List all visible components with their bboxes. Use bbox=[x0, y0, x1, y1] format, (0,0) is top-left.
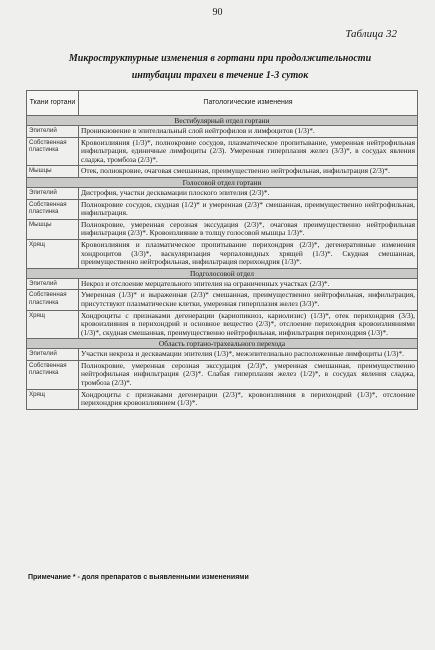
changes-cell: Проникновение в эпителиальный слой нейтрофилов и лимфоцитов (1/3)*. bbox=[79, 126, 418, 138]
tissue-cell: Хрящ bbox=[27, 239, 79, 268]
table-body bbox=[27, 116, 418, 410]
table-row bbox=[27, 239, 418, 268]
changes-cell: Умеренная (1/3)* и выраженная (2/3)* смешанная, преимущественно нейтрофильная, инфильтрация, присутствуют плазматические клетки, умеренная гиперплазия желез (3/3)*. bbox=[79, 290, 418, 310]
section-header-row bbox=[27, 116, 418, 126]
table-row bbox=[27, 389, 418, 409]
table-title bbox=[40, 50, 400, 84]
changes-cell: Дистрофия, участки десквамации плоского эпителия (2/3)*. bbox=[79, 187, 418, 199]
table-label: Таблица 32 bbox=[345, 28, 397, 40]
changes-cell: Полнокровие, умеренная серозная экссудация (2/3)*, очаговая преимущественно нейтрофильная инфильтрация (2/3)*. Кровоизлияние в толщу голосовой мышцы 1/3)*. bbox=[79, 219, 418, 239]
changes-cell: Полнокровие сосудов, скудная (1/2)* и умеренная (2/3)* смешанная, преимущественно нейтрофильная, инфильтрация. bbox=[79, 199, 418, 219]
tissue-cell: Эпителий bbox=[27, 278, 79, 290]
table-row bbox=[27, 187, 418, 199]
header-changes: Патологические изменения bbox=[79, 91, 418, 116]
findings-table bbox=[26, 90, 418, 410]
tissue-cell: Собственная пластинка bbox=[27, 360, 79, 389]
section-title: Область гортано-трахеального перехода bbox=[27, 339, 418, 349]
section-title: Подголосовой отдел bbox=[27, 268, 418, 278]
table-row bbox=[27, 310, 418, 339]
table-row bbox=[27, 360, 418, 389]
section-header-row bbox=[27, 177, 418, 187]
changes-cell: Полнокровие, умеренная серозная экссудация (2/3)*, умеренная смешанная, преимущественно нейтрофильная инфильтрация (2/3)*. Слабая гиперплазия желез (1/2)*, в сосудах явления сладжа, тромбоза (2/3)*. bbox=[79, 360, 418, 389]
tissue-cell: Эпителий bbox=[27, 349, 79, 361]
tissue-cell: Собственная пластинка bbox=[27, 199, 79, 219]
table-row bbox=[27, 278, 418, 290]
table-row bbox=[27, 166, 418, 178]
section-header-row bbox=[27, 268, 418, 278]
tissue-cell: Мышцы bbox=[27, 166, 79, 178]
table-header-row bbox=[27, 91, 418, 116]
footnote: Примечание * - доля препаратов с выявленными изменениями bbox=[28, 574, 249, 581]
table-row bbox=[27, 290, 418, 310]
changes-cell: Участки некроза и десквамации эпителия (1/3)*, межэпителиально расположенные лимфоциты (1/3)*. bbox=[79, 349, 418, 361]
table-row bbox=[27, 219, 418, 239]
table-row bbox=[27, 199, 418, 219]
table-title-line-1: Микроструктурные изменения в гортани при продолжительности bbox=[68, 53, 372, 64]
changes-cell: Хондроциты с признаками дегенерации (кариопикноз, кариолизис) (1/3)*, отек перихондрия (3/3), кровоизлияния в перихондрий и основное вещество (2/3)*, отслоение перихондрия кровоизлияниями (1/3)*, скудная смешанная, преимущественно нейтрофильная, инфильтрация перихондрия (1/3)*. bbox=[79, 310, 418, 339]
tissue-cell: Мышцы bbox=[27, 219, 79, 239]
tissue-cell: Собственная пластинка bbox=[27, 290, 79, 310]
header-tissue: Ткани гортани bbox=[27, 91, 79, 116]
tissue-cell: Эпителий bbox=[27, 126, 79, 138]
changes-cell: Кровоизлияния (1/3)*, полнокровие сосудов, плазматическое пропитывание, умеренная нейтрофильная инфильтрация, единичные лимфоциты (2/3). Умеренная гиперплазия желез (3/3)*, в сосудах явления сладжа, тромбоза (2/3)*. bbox=[79, 137, 418, 166]
tissue-cell: Собственная пластинка bbox=[27, 137, 79, 166]
table-row bbox=[27, 126, 418, 138]
tissue-cell: Эпителий bbox=[27, 187, 79, 199]
page-number: 90 bbox=[212, 7, 223, 18]
tissue-cell: Хрящ bbox=[27, 310, 79, 339]
table-row bbox=[27, 349, 418, 361]
table-title-line-2: интубации трахеи в течение 1-3 суток bbox=[131, 70, 309, 81]
tissue-cell: Хрящ bbox=[27, 389, 79, 409]
changes-cell: Некроз и отслоение мерцательного эпителия на ограниченных участках (2/3)*. bbox=[79, 278, 418, 290]
changes-cell: Отек, полнокровие, очаговая смешанная, преимущественно нейтрофильная, инфильтрация (2/3)*. bbox=[79, 166, 418, 178]
changes-cell: Кровоизлияния и плазматическое пропитывание перихондрия (2/3)*, дегенеративные изменения хондроцитов (3/3)*, васкуляризация черпаловидных хрящей (1/3)*. Скудная смешанная, преимущественно нейтрофильная, инфильтрация перихондрия (1/3)*. bbox=[79, 239, 418, 268]
table-row bbox=[27, 137, 418, 166]
changes-cell: Хондроциты с признаками дегенерации (2/3)*, кровоизлияния в перихондрий (1/3)*, отслоение перихондрия кровоизлиянием (1/3)*. bbox=[79, 389, 418, 409]
section-title: Вестибулярный отдел гортани bbox=[27, 116, 418, 126]
section-header-row bbox=[27, 339, 418, 349]
section-title: Голосовой отдел гортани bbox=[27, 177, 418, 187]
